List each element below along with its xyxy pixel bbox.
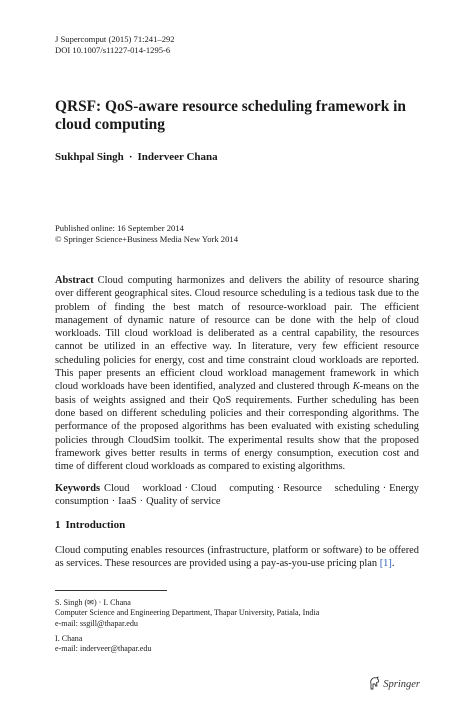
keyword: Energy consumption: [55, 483, 419, 508]
keyword-separator: ·: [111, 496, 116, 508]
copyright-notice: © Springer Science+Business Media New York 2014: [55, 234, 238, 244]
k-symbol: K: [352, 381, 360, 393]
footnote-email[interactable]: e-mail: inderveer@thapar.edu: [55, 644, 152, 654]
keyword-separator: ·: [139, 496, 144, 508]
footnote-authors: S. Singh (✉) · I. Chana: [55, 598, 131, 607]
keyword: Resource scheduling: [283, 483, 380, 494]
springer-horse-logo-icon: [368, 676, 380, 693]
introduction-paragraph: [55, 544, 419, 571]
section-title: Introduction: [65, 519, 126, 531]
author-separator: ·: [128, 151, 133, 163]
section-number: 1: [55, 519, 61, 531]
author-footnote: [55, 598, 319, 629]
publisher-logo: [368, 676, 420, 693]
keywords-label: Keywords: [55, 483, 101, 494]
doi: DOI 10.1007/s11227-014-1295-6: [55, 45, 171, 55]
footnote-divider: [55, 590, 167, 591]
abstract-text: Cloud computing harmonizes and delivers the ability of resource sharing over different geographical sites. Cloud resource scheduling is a tedious task due to the problem of finding the best match of resource-workload pair. The efficient management of dynamic nature of resource can be done with the help of cloud workloads. Till cloud workload is deliberated as a central capability, the resources cannot be utilized in an effective way. In literature, very few efficient resource scheduling policies for energy, cost and time constraint cloud workloads are reported. This paper presents an efficient cloud workload management framework in which cloud workloads have been identified, analyzed and clustered through: [55, 275, 419, 393]
footnote-affiliation: Computer Science and Engineering Department, Thapar University, Patiala, India: [55, 608, 320, 618]
abstract-label: Abstract: [55, 275, 94, 286]
journal-header: [55, 34, 175, 56]
keyword: IaaS: [118, 496, 137, 508]
author-list: [55, 151, 218, 163]
publisher-name: Springer: [383, 679, 420, 690]
keyword-separator: ·: [276, 483, 281, 494]
author-name: Sukhpal Singh: [55, 151, 124, 163]
intro-text-end: .: [391, 558, 395, 570]
keyword: Quality of service: [146, 496, 221, 508]
publication-info: [55, 223, 238, 245]
coauthor-footnote: [55, 634, 151, 655]
citation-link[interactable]: [1]: [379, 558, 392, 570]
paper-title: QRSF: QoS-aware resource scheduling framework in cloud computing: [55, 98, 406, 133]
section-heading: [55, 519, 125, 531]
keywords: [55, 482, 419, 509]
keyword-separator: ·: [382, 483, 387, 494]
abstract: [55, 274, 419, 473]
footnote-author-name: I. Chana: [55, 634, 83, 643]
abstract-text: -means on the basis of weights assigned and their QoS requirements. Further scheduling has been done based on different scheduling policies and their corresponding algorithms. The performance of the proposed algorithms has been evaluated with existing scheduling policies through CloudSim toolkit. The experimental results show that the proposed framework gives better results in terms of energy consumption, execution cost and time of different cloud workloads as compared to existing algorithms.: [55, 381, 419, 473]
author-name: Inderveer Chana: [137, 151, 218, 163]
footnote-email[interactable]: e-mail: ssgill@thapar.edu: [55, 618, 138, 628]
keyword-separator: ·: [184, 483, 188, 494]
published-online-date: Published online: 16 September 2014: [55, 223, 184, 233]
journal-citation: J Supercomput (2015) 71:241–292: [55, 34, 175, 44]
keyword: Cloud computing: [191, 483, 274, 494]
intro-text: Cloud computing enables resources (infrastructure, platform or software) to be offered as services. These resources are provided using a pay-as-you-use pricing plan: [55, 545, 419, 570]
keyword: Cloud workload: [104, 483, 182, 494]
